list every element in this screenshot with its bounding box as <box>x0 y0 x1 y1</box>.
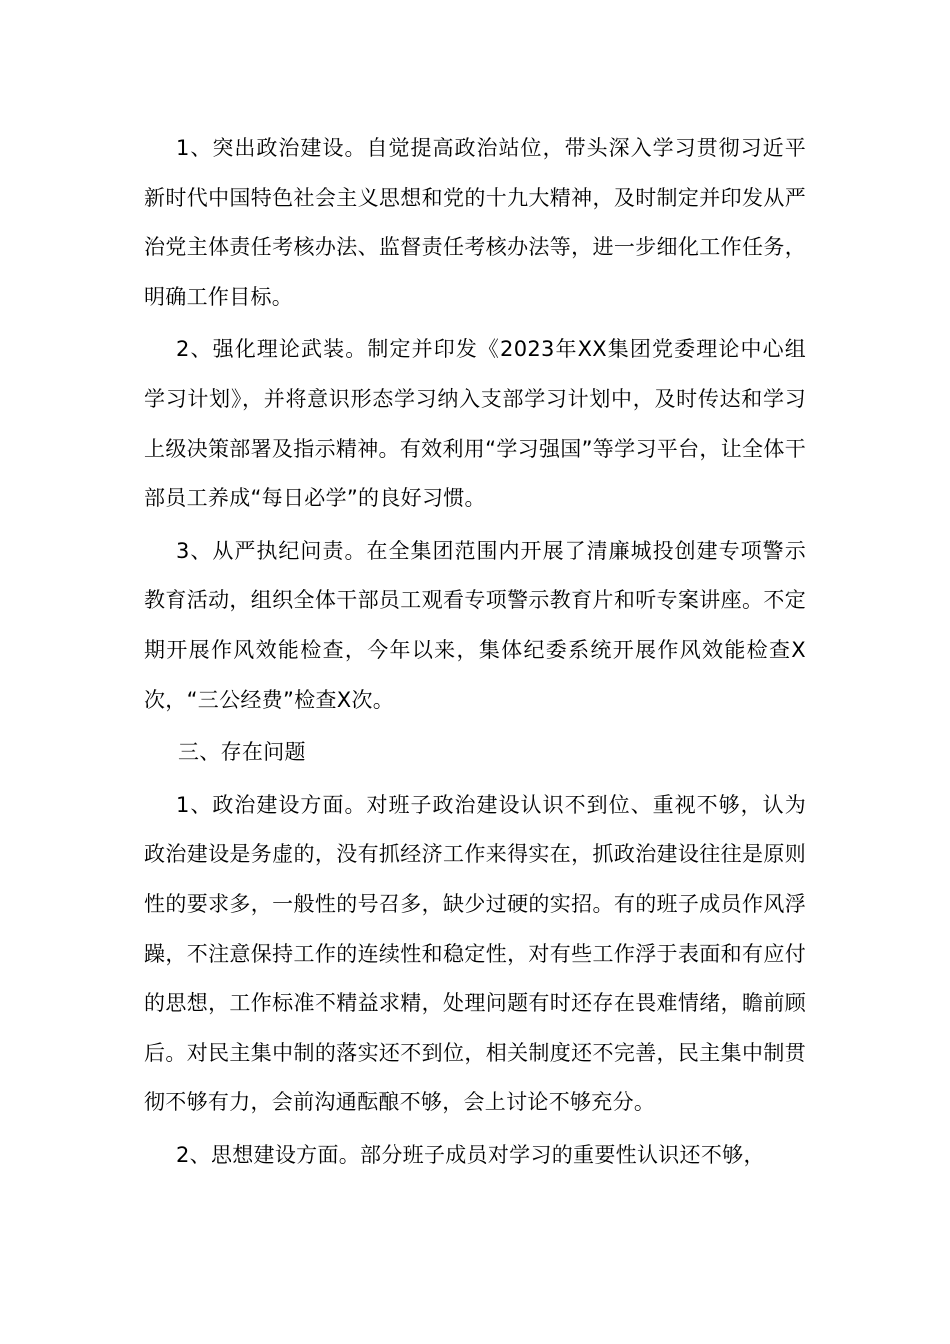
section-heading-existing-problems: 三、存在问题 <box>178 740 306 765</box>
paragraph-discipline-accountability: 3、从严执纪问责。在全集团范围内开展了清廉城投创建专项警示教育活动，组织全体干部员工观看专项警示教育片和听专案讲座。不定期开展作风效能检查，今年以来，集体纪委系统开展作风效能检查X次，“三公经费”检查X次。 <box>144 538 806 712</box>
paragraph-problem-ideological: 2、思想建设方面。部分班子成员对学习的重要性认识还不够， <box>176 1142 765 1167</box>
paragraph-problem-political: 1、政治建设方面。对班子政治建设认识不到位、重视不够，认为政治建设是务虚的，没有抓经济工作来得实在，抓政治建设往往是原则性的要求多，一般性的号召多，缺少过硬的实招。有的班子成员作风浮躁，不注意保持工作的连续性和稳定性，对有些工作浮于表面和有应付的思想，工作标准不精益求精，处理问题有时还存在畏难情绪，瞻前顾后。对民主集中制的落实还不到位，相关制度还不完善，民主集中制贯彻不够有力，会前沟通酝酿不够，会上讨论不够充分。 <box>144 792 806 1115</box>
paragraph-political-building: 1、突出政治建设。自觉提高政治站位，带头深入学习贯彻习近平新时代中国特色社会主义思想和党的十九大精神，及时制定并印发从严治党主体责任考核办法、监督责任考核办法等，进一步细化工作任务，明确工作目标。 <box>144 136 806 309</box>
paragraph-theory-study: 2、强化理论武装。制定并印发《2023年XX集团党委理论中心组学习计划》，并将意识形态学习纳入支部学习计划中，及时传达和学习上级决策部署及指示精神。有效利用“学习强国”等学习平台，让全体干部员工养成“每日必学”的良好习惯。 <box>144 337 806 511</box>
document-body <box>144 124 806 1183</box>
